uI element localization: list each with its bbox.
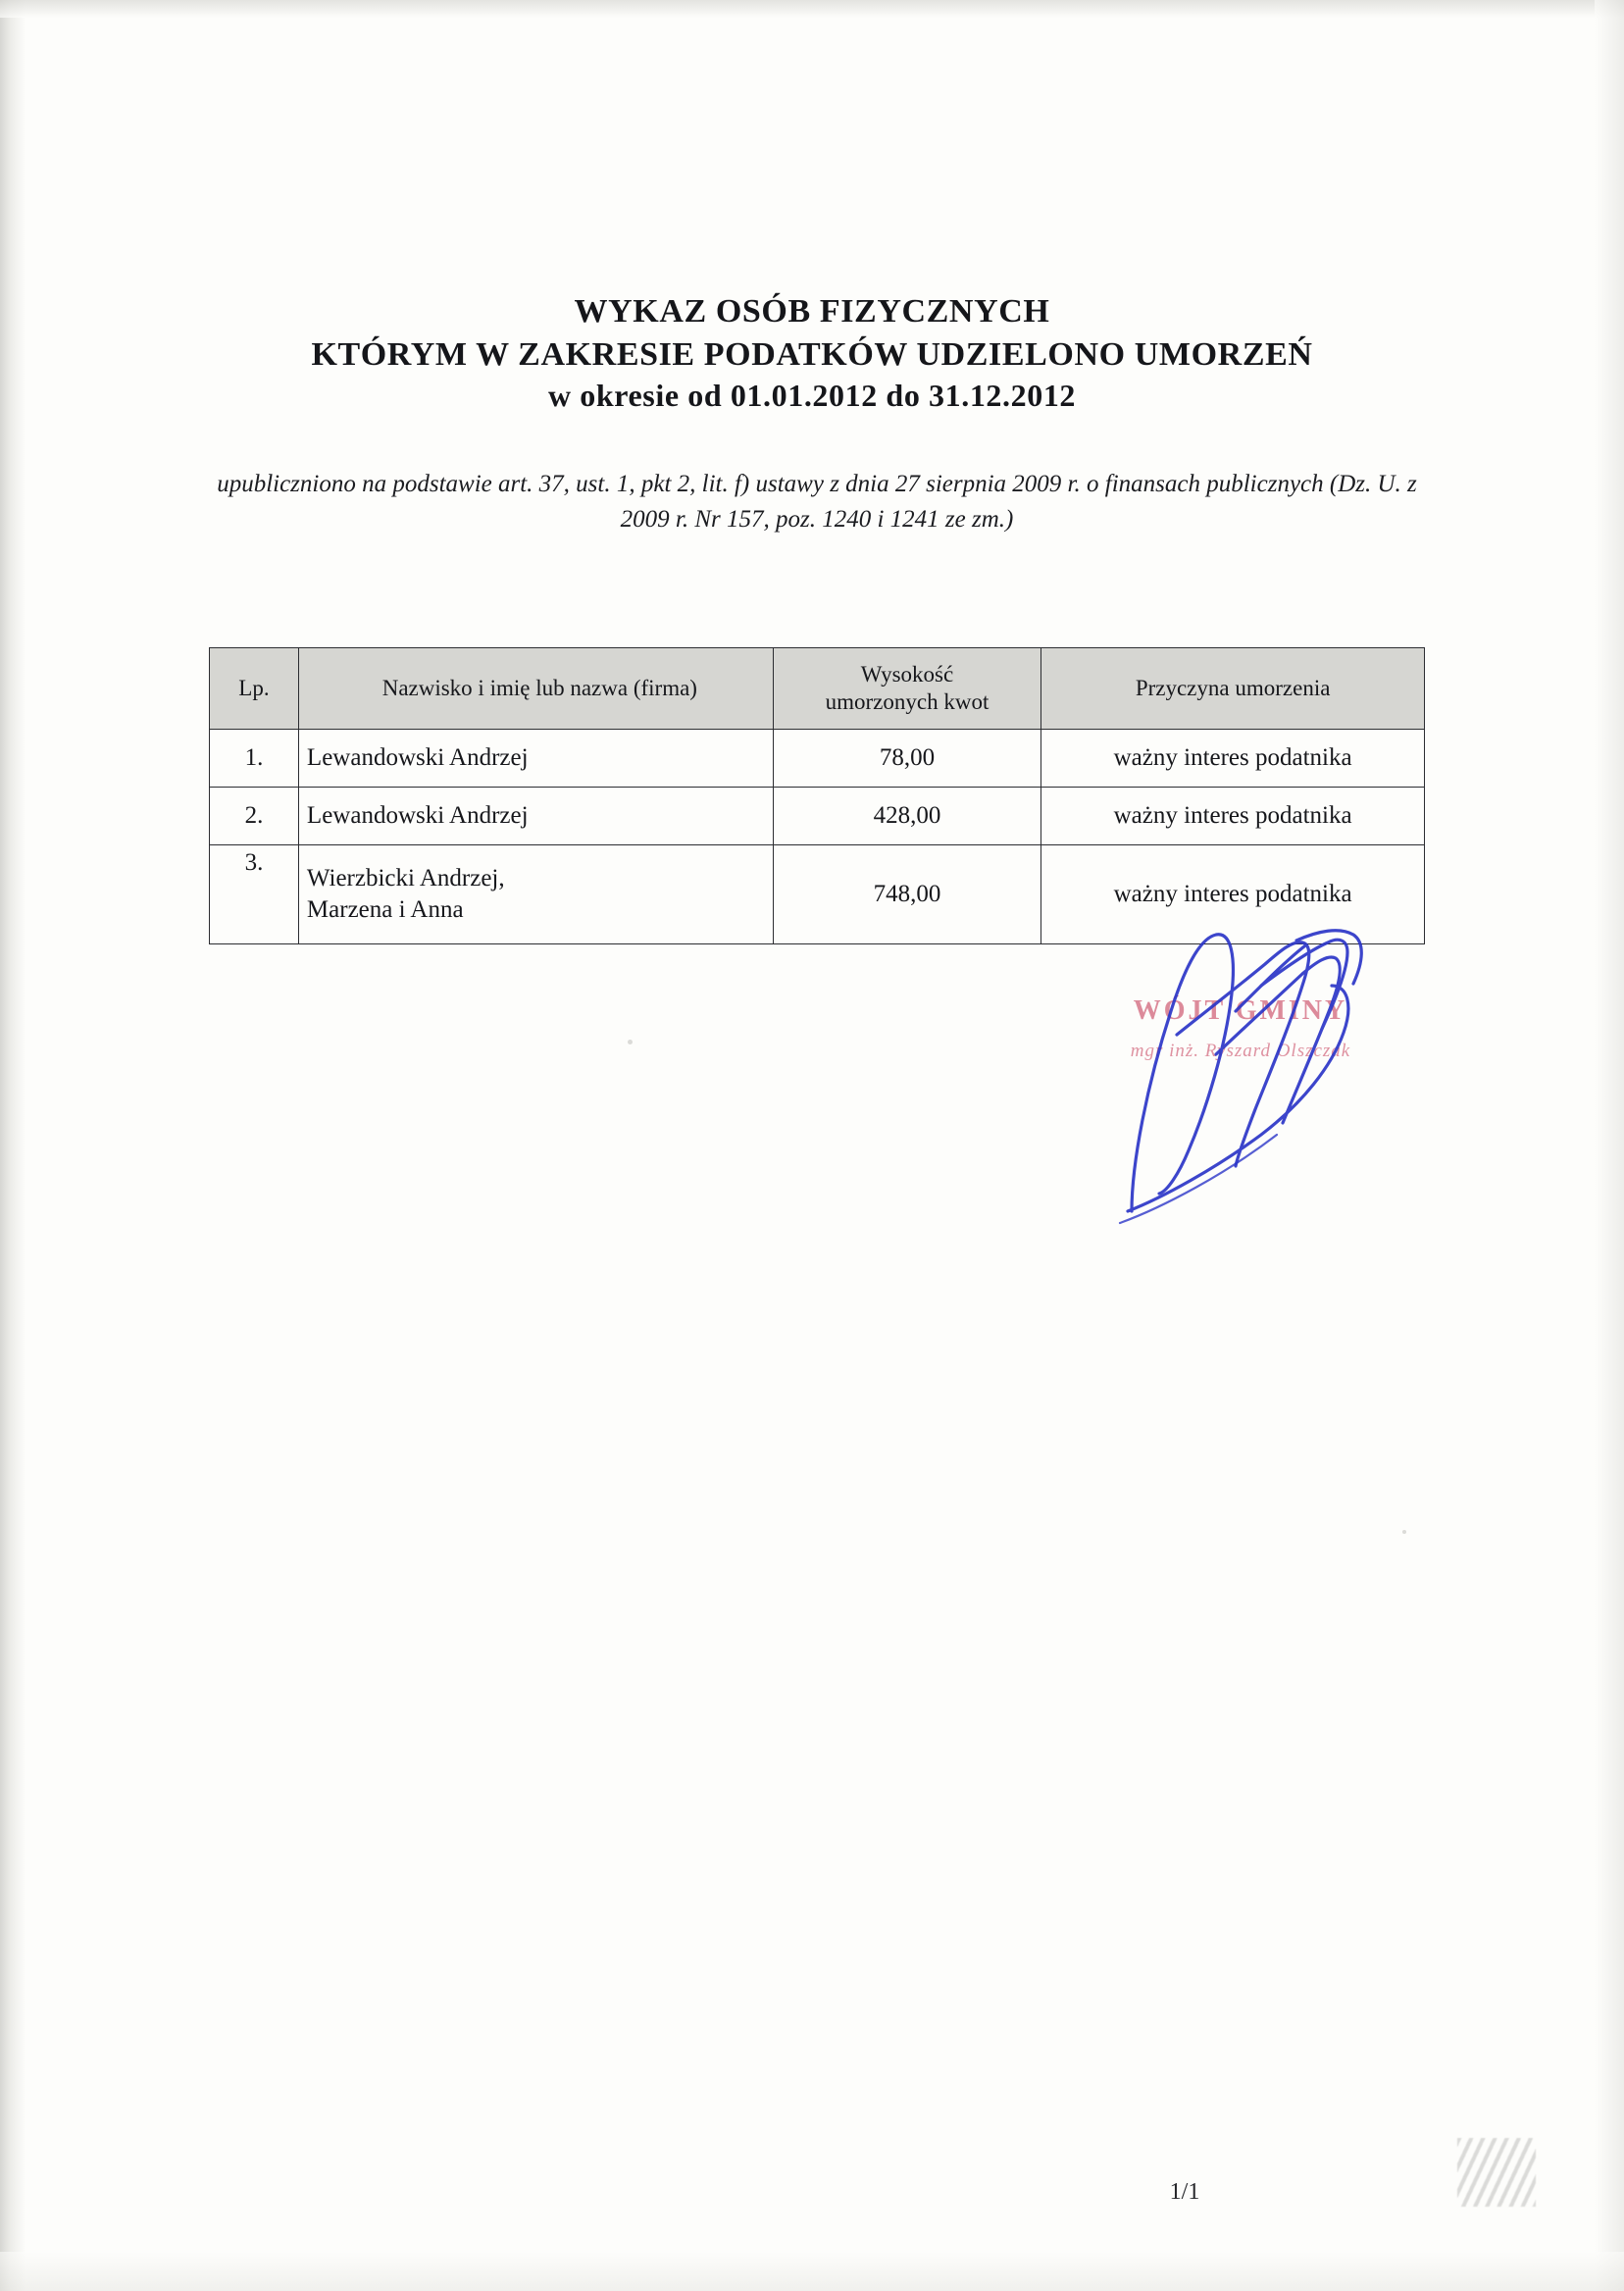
scan-edge-shadow-top xyxy=(0,0,1624,18)
scan-speck xyxy=(628,1040,633,1044)
stamp-title: WÓJT GMINY xyxy=(1133,995,1348,1026)
cell-amount: 428,00 xyxy=(773,788,1040,845)
column-header-amount xyxy=(773,648,1040,730)
handwritten-signature-icon xyxy=(1069,917,1481,1241)
cell-lp: 1. xyxy=(210,730,299,788)
column-header-amount-line1: Wysokość xyxy=(860,662,954,687)
stamp-name: mgr inż. Ryszard Olszczak xyxy=(1130,1041,1351,1061)
cell-lp: 2. xyxy=(210,788,299,845)
scan-speck xyxy=(1402,1530,1406,1534)
table-body xyxy=(210,730,1425,944)
table-row xyxy=(210,788,1425,845)
page-number xyxy=(0,2179,1624,2206)
page-number-value: 1/1 xyxy=(1169,2179,1200,2205)
signature-area xyxy=(1069,917,1481,1241)
cell-reason: ważny interes podatnika xyxy=(1041,730,1425,788)
title-line-2: KTÓRYM W ZAKRESIE PODATKÓW UDZIELONO UMORZEŃ xyxy=(311,335,1313,373)
cell-amount: 78,00 xyxy=(773,730,1040,788)
title-line-3: w okresie od 01.01.2012 do 31.12.2012 xyxy=(547,378,1077,414)
legal-basis-note: upubliczniono na podstawie art. 37, ust. 1, pkt 2, lit. f) ustawy z dnia 27 sierpnia 2009 r. o finansach publicznych (Dz. U. z 2009 r. Nr 157, poz. 1240 i 1241 ze zm.) xyxy=(217,471,1417,534)
cell-reason: ważny interes podatnika xyxy=(1041,788,1425,845)
wykaz-table-wrapper xyxy=(209,647,1425,944)
document-title xyxy=(0,290,1624,416)
scan-edge-shadow-bottom xyxy=(0,2252,1624,2291)
column-header-reason: Przyczyna umorzenia xyxy=(1041,648,1425,730)
column-header-amount-line2: umorzonych kwot xyxy=(825,689,990,714)
cell-name xyxy=(298,845,773,944)
wykaz-table xyxy=(209,647,1425,944)
cell-amount: 748,00 xyxy=(773,845,1040,944)
column-header-name: Nazwisko i imię lub nazwa (firma) xyxy=(298,648,773,730)
cell-name: Lewandowski Andrzej xyxy=(298,788,773,845)
table-row xyxy=(210,730,1425,788)
title-line-1: WYKAZ OSÓB FIZYCZNYCH xyxy=(574,293,1050,330)
cell-lp: 3. xyxy=(210,845,299,944)
cell-name-line1: Wierzbicki Andrzej, xyxy=(306,864,505,891)
cell-reason: ważny interes podatnika xyxy=(1041,845,1425,944)
cell-name: Lewandowski Andrzej xyxy=(298,730,773,788)
table-header xyxy=(210,648,1425,730)
cell-name-line2: Marzena i Anna xyxy=(306,896,464,923)
table-header-row xyxy=(210,648,1425,730)
column-header-lp: Lp. xyxy=(210,648,299,730)
